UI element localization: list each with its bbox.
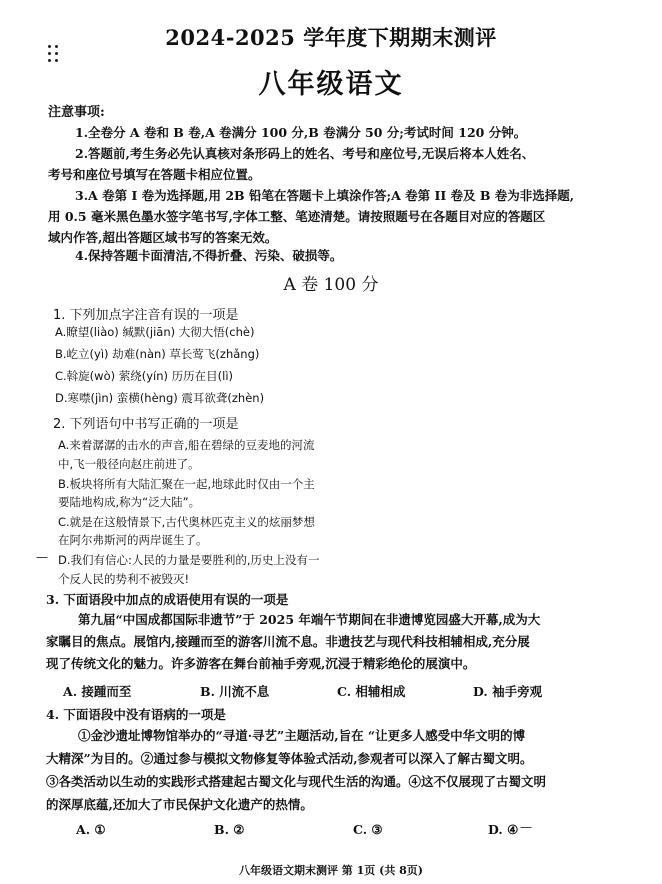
question-4-option-a: A. ① — [76, 822, 106, 837]
question-4-option-d: D. ④ — [488, 822, 519, 837]
question-3-paragraph-line3: 现了传统文化的魅力。许多游客在舞台前袖手旁观,沉浸于精彩绝伦的展演中。 — [46, 656, 476, 671]
question-4-stem: 4. 下面语段中没有语病的一项是 — [46, 707, 226, 722]
question-3-paragraph-line2: 家瞩目的焦点。展馆内,接踵而至的游客川流不息。非遗技艺与现代科技相辅相成,充分展 — [46, 634, 530, 649]
question-3-option-a: A. 接踵而至 — [63, 684, 132, 699]
exam-title: 2024-2025 学年度下期期末测评 — [165, 25, 497, 50]
question-1-option-b: B.屹立(yì) 劫难(nàn) 草长莺飞(zhǎng) — [55, 347, 260, 361]
question-3-option-d: D. 袖手旁观 — [473, 684, 543, 699]
exam-subtitle: 八年级语文 — [258, 69, 404, 100]
question-3-option-b: B. 川流不息 — [200, 684, 270, 699]
notice-item-2-line2: 考号和座位号填写在答题卡相应位置。 — [48, 167, 261, 182]
question-4-option-b: B. ② — [214, 822, 245, 837]
margin-mark-2: — — [520, 820, 532, 834]
question-2-option-c-line1: C.就是在这般情景下,古代奥林匹克主义的炫丽梦想 — [58, 515, 315, 529]
question-4-paragraph-line4: 的深厚底蕴,还加大了市民保护文化遗产的热情。 — [46, 797, 313, 812]
notice-item-4: 4.保持答题卡面清洁,不得折叠、污染、破损等。 — [75, 248, 343, 263]
notice-item-2-line1: 2.答题前,考生务必先认真核对条形码上的姓名、考号和座位号,无误后将本人姓名、 — [75, 146, 535, 161]
question-3-option-c: C. 相辅相成 — [337, 684, 406, 699]
question-2-option-a-line2: 中,飞一般径向赵庄前进了。 — [58, 457, 200, 471]
question-1-stem: 1. 下列加点字注音有误的一项是 — [53, 308, 239, 323]
notice-heading: 注意事项: — [48, 105, 105, 120]
notice-item-3-line3: 域内作答,超出答题区域书写的答案无效。 — [48, 230, 278, 245]
question-4-paragraph-line2: 大精深”为目的。②通过参与模拟文物修复等体验式活动,参观者可以深入了解古蜀文明。 — [46, 751, 533, 766]
question-1-option-c: C.斡旋(wò) 萦绕(yín) 历历在目(lì) — [55, 369, 234, 383]
question-2-option-b-line2: 要陆地构成,称为“泛大陆”。 — [58, 495, 201, 509]
margin-mark: — — [36, 550, 48, 564]
question-4-option-c: C. ③ — [353, 822, 383, 837]
question-1-option-a: A.瞭望(liào) 缄默(jiān) 大彻大悟(chè) — [55, 325, 255, 339]
question-2-option-a-line1: A.来着潺潺的击水的声音,船在碧绿的豆麦地的河流 — [58, 438, 315, 452]
question-2-option-b-line1: B.板块将所有大陆汇聚在一起,地球此时仅由一个主 — [58, 477, 315, 491]
notice-item-3-line1: 3.A 卷第 I 卷为选择题,用 2B 铅笔在答题卡上填涂作答;A 卷第 II 卷及 B 卷为非选择题, — [75, 188, 575, 203]
notice-item-1: 1.全卷分 A 卷和 B 卷,A 卷满分 100 分,B 卷满分 50 分;考试时间 120 分钟。 — [75, 125, 527, 140]
question-4-paragraph-line3: ③各类活动以生动的实践形式搭建起古蜀文化与现代生活的沟通。④这不仅展现了古蜀文明 — [46, 774, 547, 789]
question-3-paragraph-line1: 第九届“中国成都国际非遗节”于 2025 年端午节期间在非遗博览园盛大开幕,成为大 — [78, 612, 541, 627]
notice-item-3-line2: 用 0.5 毫米黑色墨水签字笔书写,字体工整、笔迹清楚。请按照题号在各题目对应的答题区 — [48, 209, 546, 224]
question-2-option-d-line2: 个反人民的势利不被毁灭! — [58, 572, 190, 586]
question-2-option-d-line1: D.我们有信心:人民的力量是要胜利的,历史上没有一 — [58, 553, 320, 567]
question-2-option-c-line2: 在阿尔弗斯河的两岸诞生了。 — [58, 533, 208, 547]
question-3-stem: 3. 下面语段中加点的成语使用有误的一项是 — [46, 592, 289, 607]
question-4-paragraph-line1: ①金沙遗址博物馆举办的“寻道·寻艺”主题活动,旨在 “让更多人感受中华文明的博 — [78, 728, 526, 743]
page-footer: 八年级语文期末测评 第 1页 (共 8页) — [238, 864, 424, 877]
question-2-stem: 2. 下列语句中书写正确的一项是 — [53, 417, 239, 432]
section-a-title: A 卷 100 分 — [283, 275, 379, 295]
question-1-option-d: D.寒噤(jìn) 蛮横(hèng) 震耳欲聋(zhèn) — [55, 391, 265, 405]
